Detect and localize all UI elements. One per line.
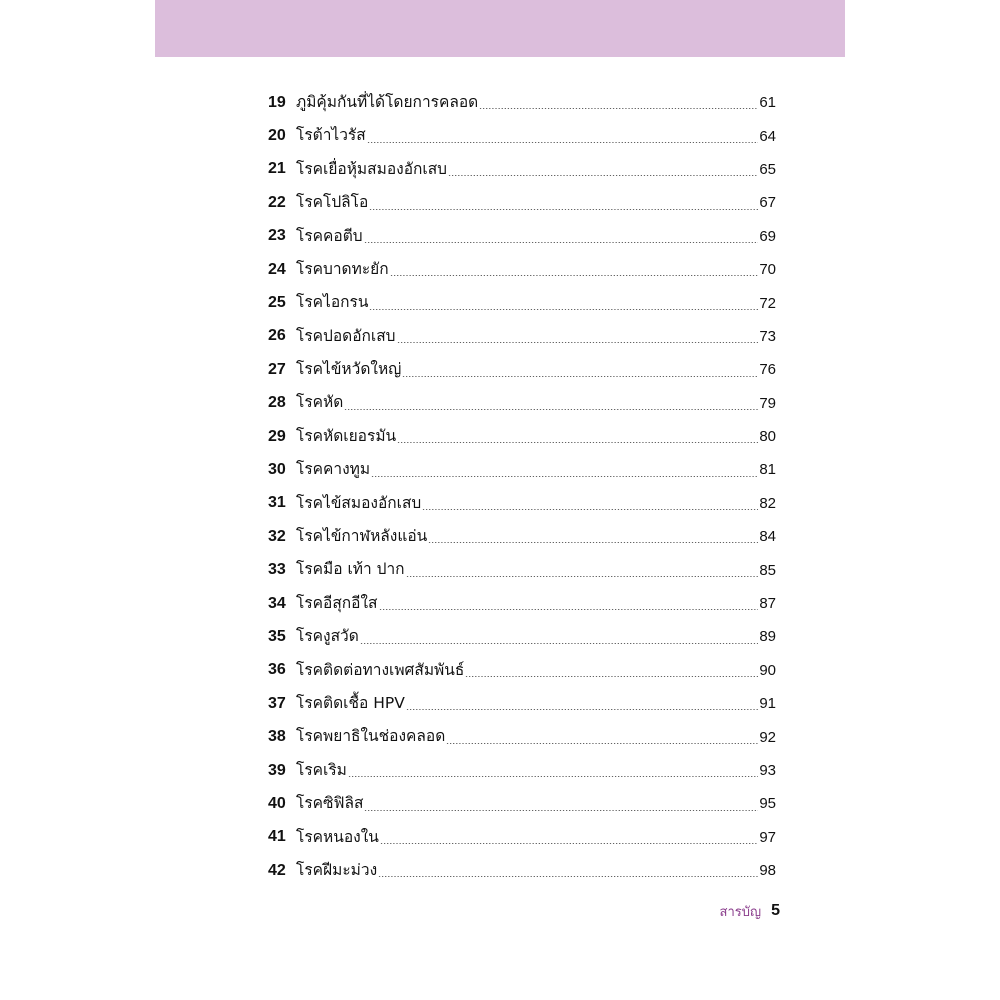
dot-leader xyxy=(465,676,758,677)
toc-entry xyxy=(268,86,776,119)
toc-entry xyxy=(268,220,776,253)
toc-entry-page: 70 xyxy=(759,261,776,279)
toc-entry-title: โรคอีสุกอีใส xyxy=(296,593,378,612)
toc-entry-page: 81 xyxy=(759,461,776,479)
dot-leader xyxy=(364,242,759,243)
page-footer xyxy=(640,900,780,922)
toc-entry-title: โรคเยื่อหุ้มสมองอักเสบ xyxy=(296,159,447,178)
toc-entry-title: โรคหนองใน xyxy=(296,827,379,846)
toc-entry-title: โรคฝีมะม่วง xyxy=(296,860,378,879)
toc-entry-title: โรคคอตีบ xyxy=(296,226,363,245)
toc-entry-number: 25 xyxy=(268,294,286,312)
toc-entry-title: โรคหัด xyxy=(296,393,344,412)
dot-leader xyxy=(371,476,758,477)
footer-section-label: สารบัญ xyxy=(719,904,762,920)
toc-entry-page: 82 xyxy=(759,494,776,512)
toc-entry-title: โรคไข้กาฬหลังแอ่น xyxy=(296,527,428,546)
toc-entry-page: 64 xyxy=(759,127,776,145)
toc-entry-title: โรคมือ เท้า ปาก xyxy=(296,560,405,579)
dot-leader xyxy=(378,876,758,877)
toc-entry xyxy=(268,687,776,720)
toc-entry-number: 23 xyxy=(268,227,286,245)
dot-leader xyxy=(379,609,759,610)
dot-leader xyxy=(428,542,758,543)
toc-entry xyxy=(268,520,776,553)
toc-entry-number: 28 xyxy=(268,394,286,412)
toc-entry-page: 93 xyxy=(759,762,776,779)
dot-leader xyxy=(446,743,758,744)
toc-entry-title: โรคไข้สมองอักเสบ xyxy=(296,493,422,512)
toc-entry xyxy=(268,787,776,820)
toc-entry-title: โรคติดต่อทางเพศสัมพันธ์ xyxy=(296,660,465,679)
toc-entry-number: 39 xyxy=(268,761,286,779)
toc-entry-number: 34 xyxy=(268,594,286,612)
toc-entry-number: 35 xyxy=(268,627,286,645)
toc-entry xyxy=(268,620,776,653)
dot-leader xyxy=(344,409,758,410)
dot-leader xyxy=(364,810,758,811)
toc-entry-title: โรคหัดเยอรมัน xyxy=(296,426,397,445)
footer-page-number: 5 xyxy=(771,902,780,919)
toc-entry xyxy=(268,119,776,152)
toc-entry xyxy=(268,186,776,219)
toc-entry-page: 85 xyxy=(759,561,776,579)
toc-entry-title: โรคโปลิโอ xyxy=(296,193,369,212)
toc-entry xyxy=(268,754,776,787)
toc-entry-page: 61 xyxy=(759,94,776,112)
toc-entry-page: 95 xyxy=(759,795,776,813)
toc-entry-title: โรคเริม xyxy=(296,760,347,779)
toc-entry-number: 20 xyxy=(268,127,286,145)
toc-entry-page: 73 xyxy=(759,327,776,345)
toc-entry-number: 30 xyxy=(268,460,286,478)
toc-entry-number: 29 xyxy=(268,427,286,445)
toc-entry-page: 80 xyxy=(759,428,776,446)
toc-entry xyxy=(268,587,776,620)
toc-entry xyxy=(268,487,776,520)
toc-entry-page: 79 xyxy=(759,394,776,412)
toc-entry-number: 31 xyxy=(268,494,286,512)
dot-leader xyxy=(348,776,758,777)
toc-entry-title: โรคไอกรน xyxy=(296,293,369,312)
toc-entry-page: 90 xyxy=(759,661,776,679)
toc-entry-title: โรคไข้หวัดใหญ่ xyxy=(296,360,402,379)
toc-entry-page: 98 xyxy=(759,862,776,880)
toc-entry-number: 38 xyxy=(268,728,286,746)
toc-entry-number: 24 xyxy=(268,260,286,278)
dot-leader xyxy=(479,108,758,109)
toc-entry-page: 65 xyxy=(759,160,776,178)
toc-entry-title: โรคปอดอักเสบ xyxy=(296,326,396,345)
dot-leader xyxy=(397,442,758,443)
dot-leader xyxy=(406,576,759,577)
toc-entry-number: 27 xyxy=(268,360,286,378)
toc-entry-page: 84 xyxy=(759,528,776,546)
toc-entry xyxy=(268,320,776,353)
header-color-band xyxy=(155,0,845,57)
toc-entry xyxy=(268,353,776,386)
table-of-contents xyxy=(268,86,776,887)
dot-leader xyxy=(380,843,758,844)
dot-leader xyxy=(367,142,759,143)
toc-entry-number: 21 xyxy=(268,160,286,178)
toc-entry xyxy=(268,387,776,420)
dot-leader xyxy=(397,342,759,343)
toc-entry xyxy=(268,153,776,186)
toc-entry xyxy=(268,821,776,854)
toc-entry xyxy=(268,253,776,286)
toc-entry-page: 69 xyxy=(759,227,776,245)
toc-entry-title: โรคซิฟิลิส xyxy=(296,794,364,813)
dot-leader xyxy=(369,309,758,310)
toc-entry xyxy=(268,854,776,887)
toc-entry xyxy=(268,553,776,586)
toc-entry-title: โรคติดเชื้อ HPV xyxy=(296,693,405,712)
toc-entry xyxy=(268,453,776,486)
dot-leader xyxy=(390,275,759,276)
toc-entry-title: โรคคางทูม xyxy=(296,460,371,479)
toc-entry-page: 89 xyxy=(759,628,776,646)
toc-entry-page: 72 xyxy=(759,294,776,312)
toc-entry xyxy=(268,654,776,687)
dot-leader xyxy=(448,175,758,176)
dot-leader xyxy=(360,643,758,644)
toc-entry xyxy=(268,720,776,753)
toc-entry-number: 41 xyxy=(268,828,286,846)
toc-entry-title: โรต้าไวรัส xyxy=(296,126,366,145)
toc-entry-page: 76 xyxy=(759,361,776,379)
toc-entry-page: 87 xyxy=(759,595,776,613)
toc-entry-title: โรคบาดทะยัก xyxy=(296,259,389,278)
dot-leader xyxy=(422,509,758,510)
toc-entry-number: 26 xyxy=(268,327,286,345)
toc-entry-title: ภูมิคุ้มกันที่ได้โดยการคลอด xyxy=(296,92,479,111)
toc-entry-number: 19 xyxy=(268,93,286,111)
toc-entry-number: 33 xyxy=(268,561,286,579)
toc-entry-page: 91 xyxy=(759,695,776,713)
toc-entry-page: 97 xyxy=(759,828,776,846)
dot-leader xyxy=(402,376,758,377)
dot-leader xyxy=(369,209,758,210)
toc-entry xyxy=(268,286,776,319)
toc-entry xyxy=(268,420,776,453)
toc-entry-number: 36 xyxy=(268,661,286,679)
toc-entry-page: 92 xyxy=(759,728,776,746)
toc-entry-title: โรคงูสวัด xyxy=(296,627,359,646)
toc-entry-number: 32 xyxy=(268,527,286,545)
toc-entry-title: โรคพยาธิในช่องคลอด xyxy=(296,727,446,746)
toc-entry-number: 22 xyxy=(268,193,286,211)
toc-entry-page: 67 xyxy=(759,194,776,212)
dot-leader xyxy=(406,709,759,710)
toc-entry-number: 40 xyxy=(268,794,286,812)
toc-entry-number: 37 xyxy=(268,694,286,712)
toc-entry-number: 42 xyxy=(268,861,286,879)
